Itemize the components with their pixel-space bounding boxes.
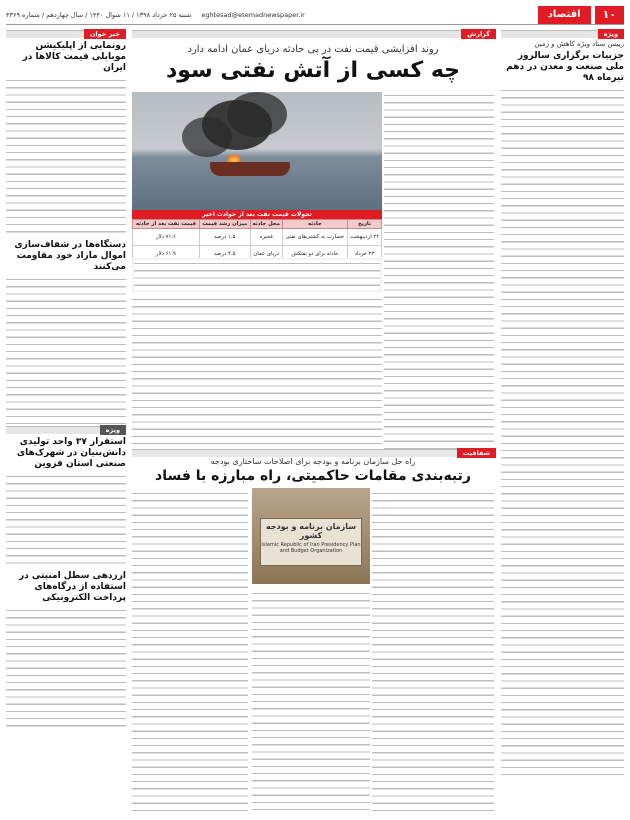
- budget-org-photo: [252, 488, 370, 584]
- left-body-2: [6, 276, 126, 426]
- news-label: خبر خوان: [84, 29, 126, 39]
- left-body-1: [6, 77, 126, 237]
- left-headline-3: استقرار ۳۷ واحد تولیدی دانش‌بنیان در شهرک‌های صنعتی استان قزوین: [16, 437, 126, 469]
- left-body-3: [6, 473, 126, 568]
- smoke-cloud-3: [182, 117, 232, 157]
- main-kicker: روند افزایشی قیمت نفت در پی حادثه دریای عمان ادامه دارد: [187, 44, 439, 55]
- left-body-4: [6, 607, 126, 727]
- tanker-fire-photo: [132, 92, 382, 210]
- left-headline-1: رونمایی از اپلیکیشن موبایلی قیمت کالاها در ایران: [22, 41, 126, 73]
- news-bar: [6, 30, 126, 38]
- sub-body-mid: [252, 590, 370, 812]
- sub-body-left: [132, 490, 248, 812]
- main-body-right: [384, 92, 494, 452]
- nameplate-en: Islamic Republic of Iran Presidency Plan and Budget Organization: [261, 542, 361, 554]
- section-title: اقتصاد: [538, 6, 591, 24]
- cell: ۴.۵ درصد: [199, 246, 250, 263]
- header-left: [6, 11, 305, 19]
- mine-bar-2: [6, 426, 126, 434]
- header-email[interactable]: eghtesad@etemadnewspaper.ir: [201, 11, 305, 19]
- table-note: [132, 258, 382, 292]
- left-headline-4: ارزدهی سطل امنیتی در استفاده از درگاه‌های پرداخت الکترونیکی: [18, 571, 126, 603]
- sub-body-right: [372, 490, 494, 812]
- cell: ۷۱.۶ دلار: [133, 229, 200, 246]
- sub-headline: رتبه‌بندی مقامات حاکمیتی، راه مبارزه با فساد: [155, 468, 471, 484]
- cell: خسارت به کشتی‌های نفتی: [282, 229, 347, 246]
- table-header-row: [133, 220, 382, 229]
- main-headline: چه کسی از آتش نفتی سود: [165, 58, 461, 83]
- right-headline: جزییات برگزاری سالروز ملی صنعت و معدن در دهم تیرماه ۹۸: [506, 51, 624, 83]
- th-growth: میزان رشد قیمت: [199, 220, 250, 229]
- cell: ۲۲ اردیبهشت: [347, 229, 381, 246]
- middle-column: [132, 30, 496, 38]
- th-incident: حادثه: [282, 220, 347, 229]
- right-kicker: رییس ستاد ویژه کاهش و زمین: [534, 40, 624, 48]
- main-body-left: [132, 296, 382, 451]
- cell: حادثه برای دو نفتکش: [282, 246, 347, 263]
- report-bar: [132, 30, 496, 38]
- org-nameplate: [260, 518, 362, 566]
- table-row: [133, 229, 382, 246]
- header-right: [538, 6, 624, 24]
- right-column: [501, 30, 624, 777]
- oil-price-table: [132, 210, 382, 263]
- report-label: گزارش: [461, 29, 496, 39]
- transparency-bar: [132, 449, 496, 457]
- transparency-label: شفافیت: [457, 448, 496, 458]
- left-column: [6, 30, 126, 727]
- sub-kicker: راه حل سازمان برنامه و بودجه برای اصلاحات ساختاری بودجه: [210, 457, 416, 466]
- mine-label: ویژه: [598, 29, 624, 39]
- mine-bar: [501, 30, 624, 38]
- right-body-text: [501, 87, 624, 777]
- th-place: محل حادثه: [250, 220, 282, 229]
- cell: فجیره: [250, 229, 282, 246]
- nameplate-fa: سازمان برنامه و بودجه کشور: [265, 522, 357, 540]
- tanker-ship: [210, 162, 290, 176]
- table-caption: تحولات قیمت نفت بعد از حوادث اخیر: [132, 210, 382, 219]
- left-headline-2: دستگاه‌ها در شفاف‌سازی اموال مازاد خود مقاومت می‌کنند: [14, 240, 126, 272]
- page-header: [6, 6, 624, 25]
- cell: ۲۳ خرداد: [347, 246, 381, 263]
- issue-line: شنبه ۲۵ خرداد ۱۳۹۸ / ۱۱ شوال ۱۴۴۰ / سال چهاردهم / شماره ۴۳۶۹: [6, 11, 192, 19]
- cell: دریای عمان: [250, 246, 282, 263]
- mine-label-2: ویژه: [100, 425, 126, 435]
- cell: ۶۱.۹ دلار: [133, 246, 200, 263]
- cell: ۱.۵ درصد: [199, 229, 250, 246]
- th-date: تاریخ: [347, 220, 381, 229]
- smoke-cloud-2: [227, 92, 287, 137]
- note-lines: [134, 260, 380, 290]
- th-price: قیمت نفت بعد از حادثه: [133, 220, 200, 229]
- page-number: ١٠: [595, 6, 624, 24]
